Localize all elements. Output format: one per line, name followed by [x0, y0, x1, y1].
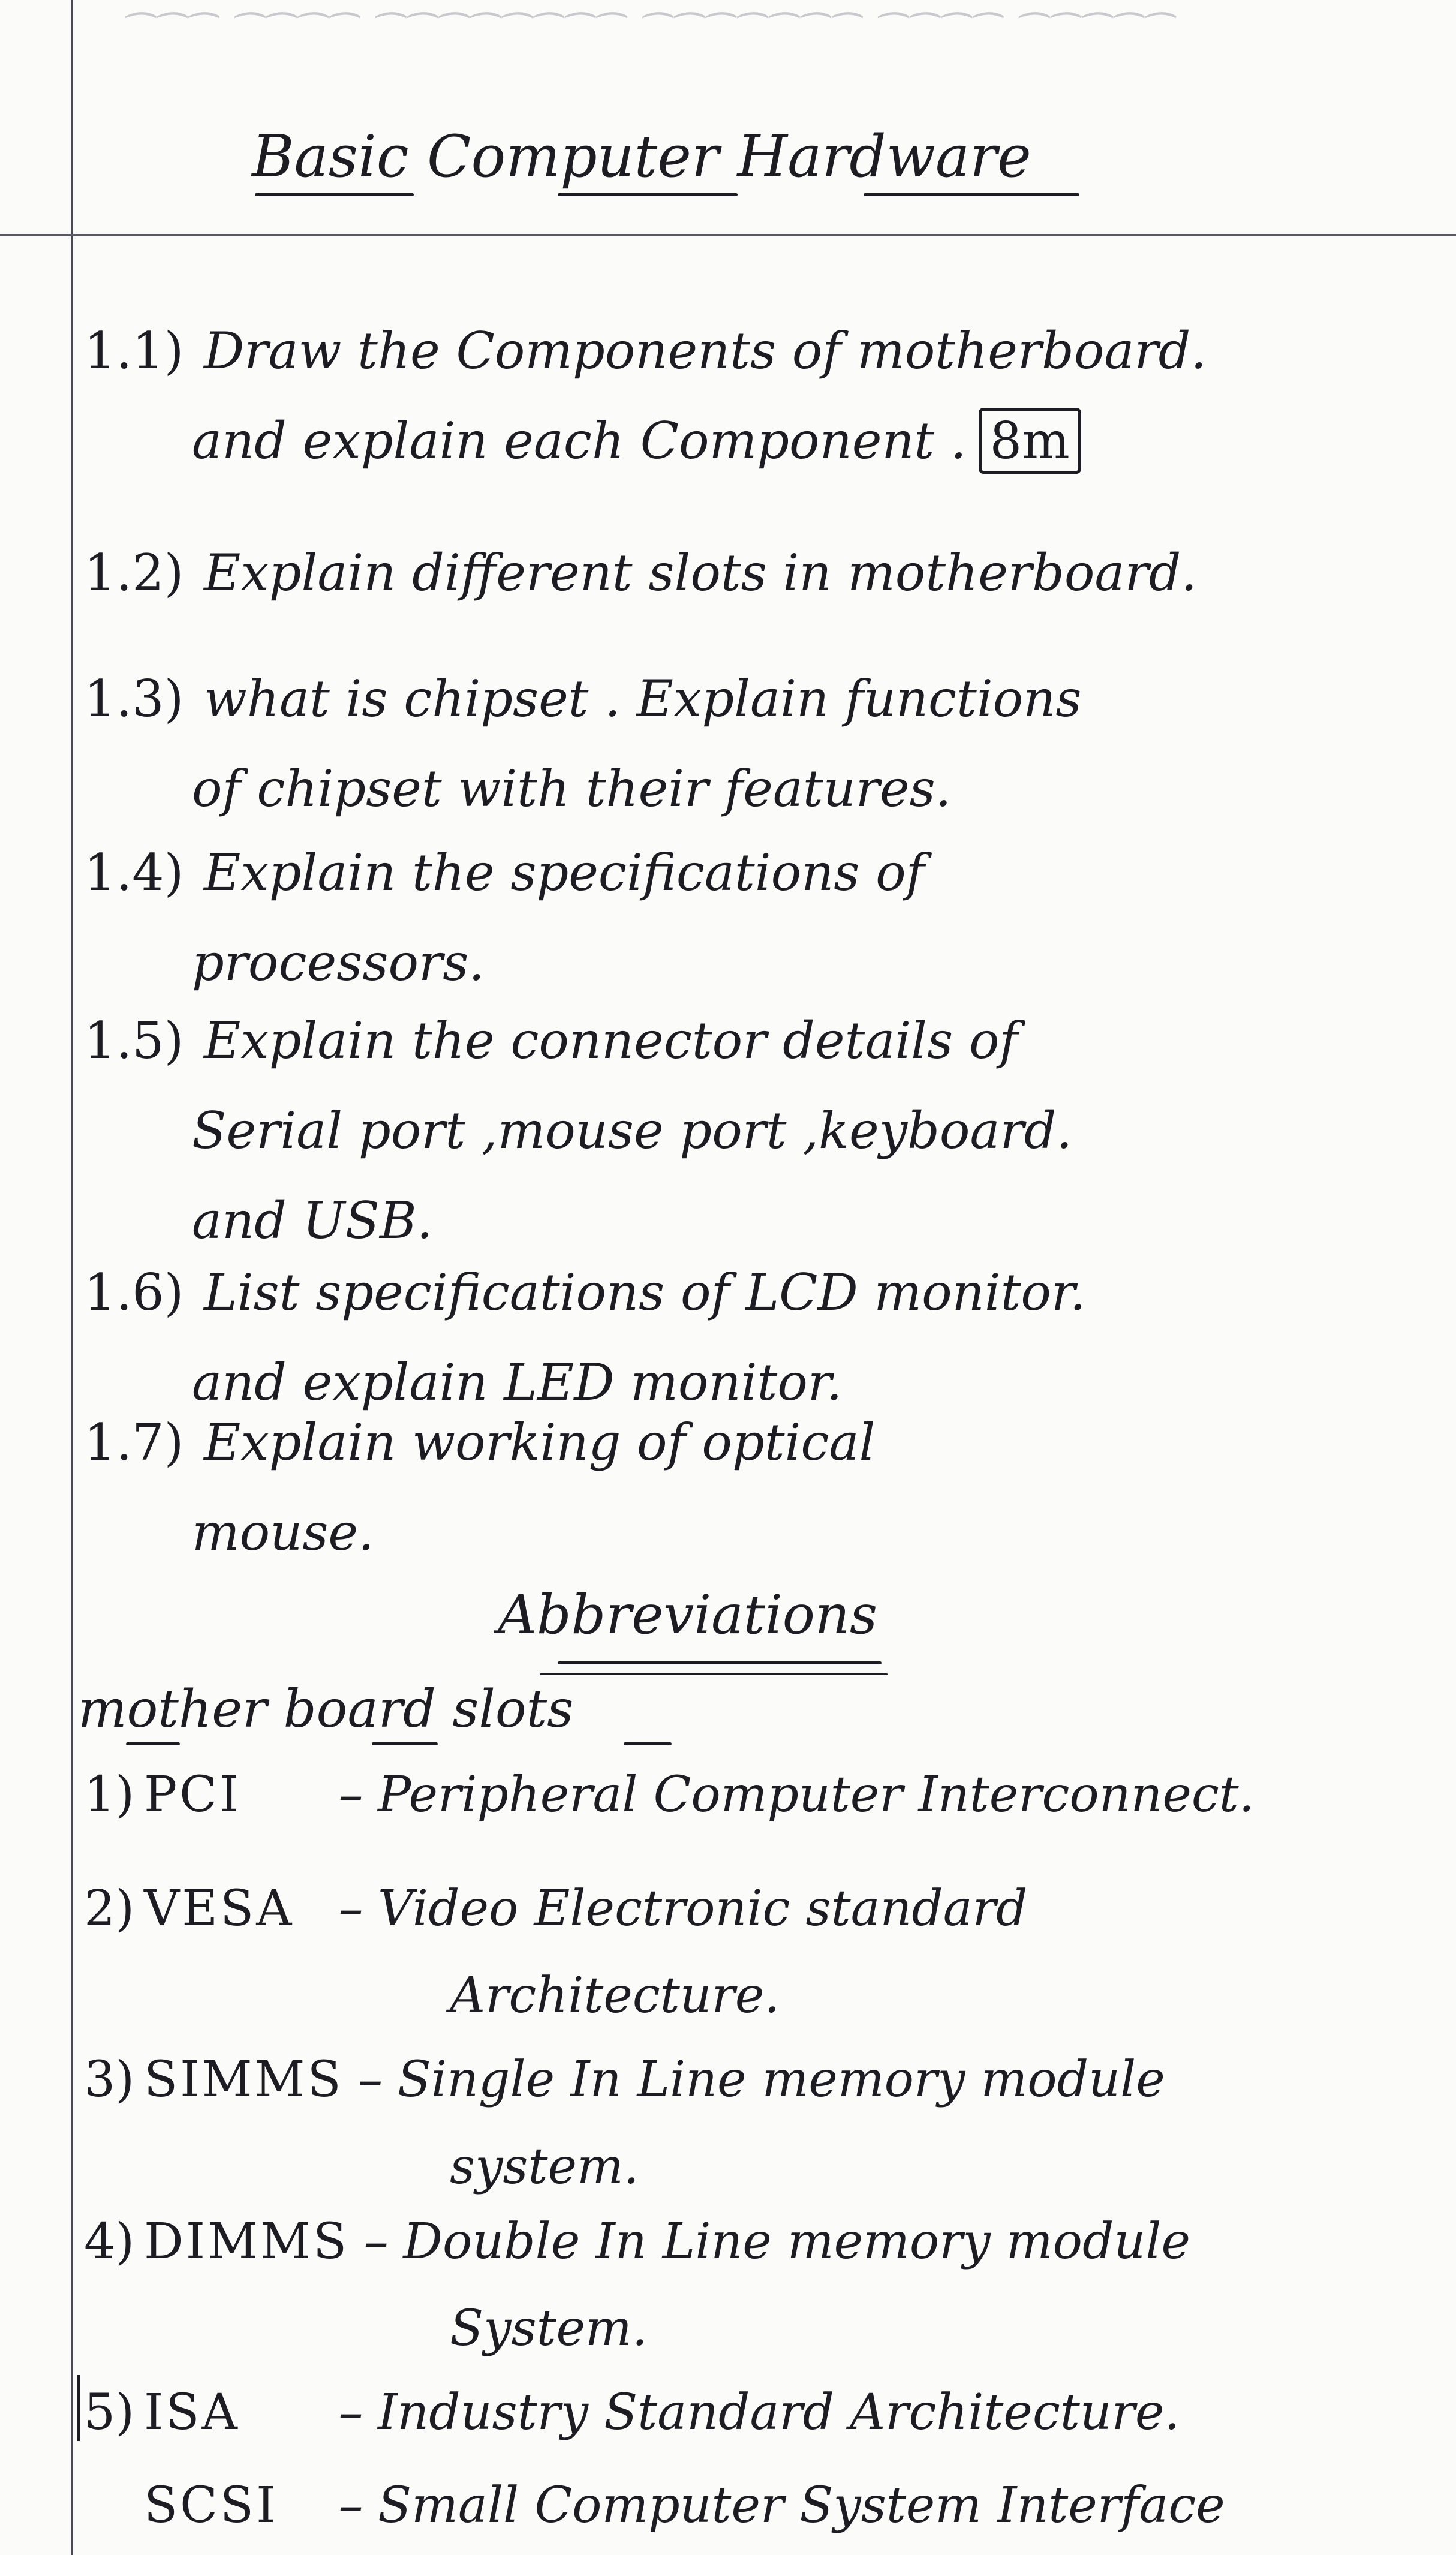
- item-number: 5): [84, 2384, 135, 2441]
- abbreviation-item: [84, 1865, 1445, 2039]
- abbr-expansion: Single In Line memory module: [397, 2051, 1165, 2108]
- question-text-line1: Explain working of optical: [204, 1413, 876, 1472]
- dash-separator: –: [338, 1880, 363, 1937]
- dash-separator: –: [358, 2051, 383, 2108]
- abbr-term: PCI: [144, 1766, 242, 1823]
- marks-badge: 8m: [979, 408, 1081, 474]
- question-text-line1: Explain the connector details of: [204, 1011, 1018, 1070]
- item-number: 2): [84, 1880, 135, 1937]
- abbreviations-underline: [558, 1661, 882, 1664]
- question-number: 1.6): [84, 1263, 184, 1322]
- question-text-line1: Draw the Components of motherboard.: [204, 321, 1207, 380]
- question-text-line2: and explain LED monitor.: [192, 1353, 843, 1412]
- item-number: 4): [84, 2213, 135, 2270]
- abbr-term: DIMMS: [144, 2213, 350, 2270]
- item-bracket: [77, 2375, 80, 2441]
- abbr-term: SCSI: [144, 2477, 278, 2534]
- abbreviation-item: [84, 2369, 1445, 2456]
- section-underline-mother: [126, 1742, 180, 1745]
- abbr-expansion: Small Computer System Interface: [378, 2477, 1225, 2534]
- abbr-expansion: Industry Standard Architecture.: [378, 2384, 1180, 2441]
- question-text-line2: of chipset with their features.: [192, 759, 952, 818]
- abbr-term: SIMMS: [144, 2051, 344, 2108]
- abbr-expansion: Video Electronic standard: [378, 1880, 1028, 1937]
- abbreviation-item: [84, 1751, 1445, 1838]
- item-number: 3): [84, 2051, 135, 2108]
- bleed-through-ink: ⁀⁀⁀ ⁀⁀⁀⁀ ⁀⁀⁀⁀⁀⁀⁀⁀ ⁀⁀⁀⁀⁀⁀⁀ ⁀⁀⁀⁀ ⁀⁀⁀⁀⁀: [120, 12, 1172, 53]
- abbreviations-underline-2: [540, 1673, 888, 1675]
- dash-separator: –: [338, 1766, 363, 1823]
- section-heading: mother board slots: [78, 1679, 574, 1739]
- abbr-term: VESA: [144, 1880, 294, 1937]
- question-text-line2: processors.: [192, 933, 485, 992]
- question-number: 1.3): [84, 669, 184, 728]
- dash-separator: –: [363, 2213, 389, 2270]
- dash-separator: –: [338, 2384, 363, 2441]
- question-text-line2: Serial port ,mouse port ,keyboard.: [192, 1101, 1073, 1160]
- item-number: 1): [84, 1766, 135, 1823]
- abbr-expansion-line2: Architecture.: [450, 1967, 780, 2024]
- question-text-line2: and explain each Component .: [192, 411, 967, 470]
- title-underline-computer: [558, 193, 738, 196]
- question-number: 1.2): [84, 543, 184, 602]
- abbreviations-heading: Abbreviations: [498, 1583, 878, 1646]
- question-text-line2: mouse.: [192, 1503, 374, 1562]
- question-1-4: [84, 828, 1439, 1008]
- section-underline-slots: [624, 1742, 672, 1745]
- question-1-2: [84, 528, 1439, 618]
- question-number: 1.4): [84, 843, 184, 902]
- page-title: Basic Computer Hardware: [252, 123, 1031, 190]
- question-number: 1.7): [84, 1413, 184, 1472]
- question-text-line1: List specifications of LCD monitor.: [204, 1263, 1086, 1322]
- title-underline-hardware: [864, 193, 1079, 196]
- question-text-line3: and USB.: [192, 1191, 433, 1250]
- question-number: 1.5): [84, 1011, 184, 1070]
- question-1-1: [84, 306, 1439, 486]
- abbr-term: ISA: [144, 2384, 240, 2441]
- question-1-3: [84, 654, 1439, 834]
- abbreviation-item: [84, 2462, 1445, 2549]
- section-underline-board: [372, 1742, 438, 1745]
- title-underline-basic: [255, 193, 414, 196]
- abbr-expansion: Double In Line memory module: [403, 2213, 1190, 2270]
- question-text-line1: Explain the specifications of: [204, 843, 925, 902]
- question-1-5: [84, 996, 1439, 1266]
- dash-separator: –: [338, 2477, 363, 2534]
- abbr-expansion-line2: system.: [450, 2138, 639, 2195]
- header-rule: [0, 234, 1456, 236]
- abbr-expansion-line2: System.: [450, 2300, 648, 2357]
- abbreviation-item: [84, 2036, 1445, 2210]
- question-text-line1: what is chipset . Explain functions: [204, 669, 1082, 728]
- abbr-expansion: Peripheral Computer Interconnect.: [378, 1766, 1255, 1823]
- question-number: 1.1): [84, 321, 184, 380]
- question-text-line1: Explain different slots in motherboard.: [204, 543, 1198, 602]
- abbreviation-item: [84, 2198, 1445, 2372]
- margin-line: [71, 0, 73, 2555]
- question-1-7: [84, 1397, 1439, 1577]
